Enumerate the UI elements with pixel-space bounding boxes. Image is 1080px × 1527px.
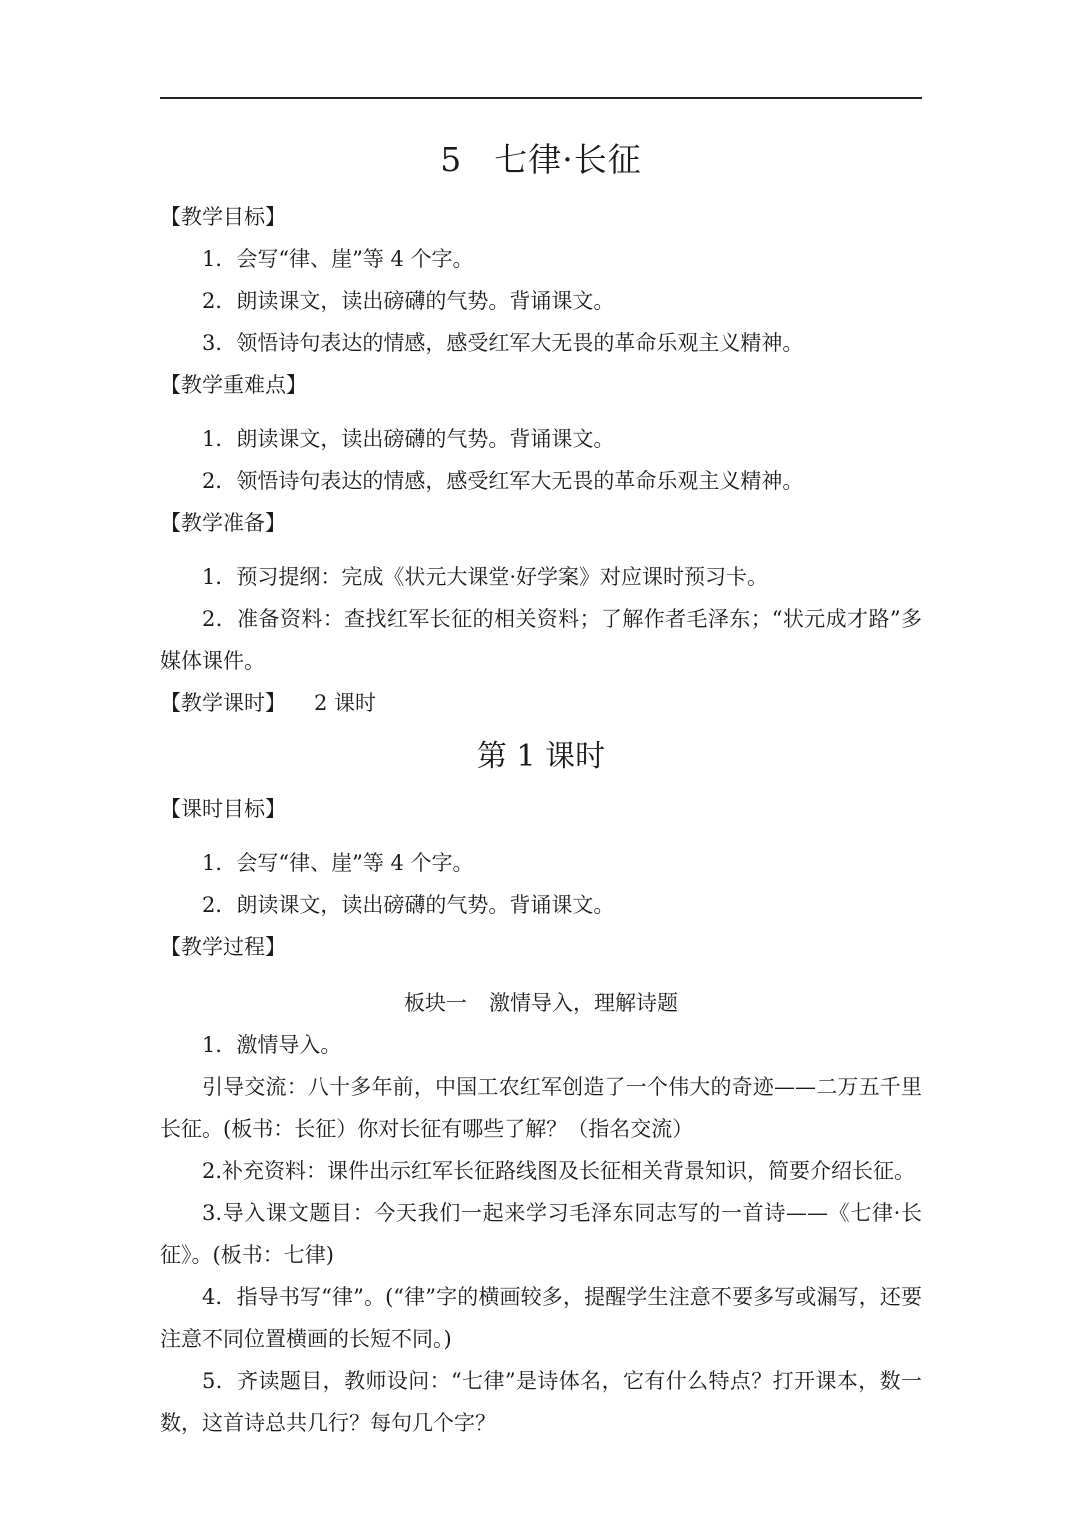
block-label: 板块一 xyxy=(404,991,467,1015)
goal-item: 1．会写“律、崖”等 4 个字。 xyxy=(202,247,474,271)
lesson-goal-item: 2．朗读课文，读出磅礴的气势。背诵课文。 xyxy=(202,893,615,917)
hours-value: 2 课时 xyxy=(314,691,377,715)
process-item: 引导交流：八十多年前，中国工农红军创造了一个伟大的奇迹——二万五千里长征。(板书：长征）你对长征有哪些了解？（指名交流） xyxy=(160,1075,922,1141)
hours-heading: 【教学课时】 xyxy=(160,691,286,715)
hours-line xyxy=(160,682,922,724)
keypoints-heading: 【教学重难点】 xyxy=(160,373,307,397)
lesson-goal-item: 1．会写“律、崖”等 4 个字。 xyxy=(202,851,474,875)
prep-item: 2．准备资料：查找红军长征的相关资料；了解作者毛泽东；“状元成才路”多媒体课件。 xyxy=(160,607,922,673)
header-rule xyxy=(160,97,922,99)
lesson-number: 5 xyxy=(440,140,463,179)
document-body xyxy=(160,130,922,1444)
lesson-goals-heading: 【课时目标】 xyxy=(160,797,286,821)
lesson-title-text: 七律·长征 xyxy=(494,140,642,179)
keypoint-item: 1．朗读课文，读出磅礴的气势。背诵课文。 xyxy=(202,427,615,451)
prep-heading: 【教学准备】 xyxy=(160,511,286,535)
process-item: 1．激情导入。 xyxy=(202,1033,342,1057)
goals-heading: 【教学目标】 xyxy=(160,205,286,229)
process-item: 3.导入课文题目：今天我们一起来学习毛泽东同志写的一首诗——《七律·长征》。(板书：七律) xyxy=(160,1201,922,1267)
process-item: 2.补充资料：课件出示红军长征路线图及长征相关背景知识，简要介绍长征。 xyxy=(202,1159,916,1183)
process-item: 5．齐读题目，教师设问：“七律”是诗体名，它有什么特点？打开课本，数一数，这首诗总共几行？每句几个字？ xyxy=(160,1369,922,1435)
process-item: 4．指导书写“律”。(“律”字的横画较多，提醒学生注意不要多写或漏写，还要注意不同位置横画的长短不同。) xyxy=(160,1285,922,1351)
process-heading: 【教学过程】 xyxy=(160,935,286,959)
block-title-text: 激情导入，理解诗题 xyxy=(489,991,678,1015)
goal-item: 2．朗读课文，读出磅礴的气势。背诵课文。 xyxy=(202,289,615,313)
block-heading xyxy=(160,982,922,1024)
goal-item: 3．领悟诗句表达的情感，感受红军大无畏的革命乐观主义精神。 xyxy=(202,331,804,355)
lesson-heading xyxy=(160,130,922,190)
keypoint-item: 2．领悟诗句表达的情感，感受红军大无畏的革命乐观主义精神。 xyxy=(202,469,804,493)
prep-item: 1．预习提纲：完成《状元大课堂·好学案》对应课时预习卡。 xyxy=(202,565,769,589)
period-title: 第 1 课时 xyxy=(476,739,606,774)
